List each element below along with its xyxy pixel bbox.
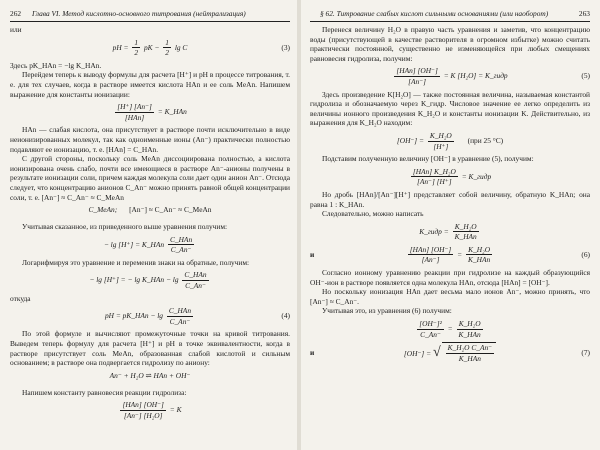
right-running-title: § 62. Титрование слабых кислот сильными основаниями (или наоборот) — [320, 9, 549, 18]
equation-substituted: $\frac{\text{[HAn] K\_H₂O}}{[An^-] [H^+]}$ = K_гидр — [412, 166, 492, 187]
equation-3: pH = $\frac{1}{2}$ pK − $\frac{1}{2}$ lg C (3) — [112, 37, 290, 58]
right-running-head — [310, 8, 590, 22]
square-root: √ $\frac{\text{K\_H₂O C\_An⁻}}{\text{K\_HAn}}$ — [433, 342, 496, 363]
left-column — [4, 25, 296, 421]
equation-number: (3) — [281, 42, 290, 52]
and-mark: и — [310, 348, 315, 358]
right-page-number: 263 — [578, 9, 590, 18]
equation-7: и [OH⁻] = √ $\frac{\text{K\_H₂O C\_An⁻}}{\text{K\_HAn}}$ (7) — [310, 343, 590, 363]
left-page — [4, 0, 296, 450]
equation-ionization-constant: $\frac{[H^+] [An^-]}{\text{[HAn]}}$ = K_HAn — [117, 102, 187, 122]
paragraph: Перейдем теперь к выводу формулы для расчета [H⁺] и pH в процессе титрования, т. е. для тех случаев, когда в растворе имеется кислота HAn и ее соль MeAn. Напишем выражение для константы ионизации: — [10, 70, 290, 99]
left-page-number: 262 — [10, 9, 22, 18]
equation-oh: [OH⁻] = $\frac{\text{K\_H₂O}}{[H^+]}$ (при 25 °C) — [396, 130, 504, 151]
equation-5: $\frac{\text{[HAn] [OH⁻]}}{[An^-]}$ = K [H₂O] = K_гидр (5) — [396, 66, 590, 86]
paragraph: Учитывая сказанное, из приведенного выше уравнения получим: — [22, 222, 228, 232]
paragraph: Перенеся величину H₂O в правую часть уравнения и заметив, что концентрацию воды (присутствующей в качестве растворителя в огромном избытке) можно считать практически постоянной, существенно не изменяющейся при любых смещениях равновесия гидролиза, получим: — [310, 25, 590, 63]
equation-hydrolysis: An⁻ + H₂O ⇌ HAn + OH⁻ — [109, 370, 191, 380]
paragraph: HAn — слабая кислота, она присутствует в растворе почти исключительно в виде неионизированных молекул, так как одноименные ионы (An⁻) практически полностью подавляют ее ионизацию, т. е. [HAn] = C_HAn. — [10, 125, 290, 154]
equation-equilibrium-constant: $\frac{\text{[HAn] [OH⁻]}}{\text{[An⁻] [H₂O]}}$ = K — [122, 400, 182, 420]
left-running-title: Глава VI. Метод кислотно-основного титрования (нейтрализация) — [32, 9, 246, 18]
paragraph: Следовательно, можно написать — [322, 209, 424, 219]
equation-lg: − lg [H⁺] = K_HAn $\frac{\text{C\_HAn}}{C\_An^-}$ — [103, 234, 193, 255]
equation-4: pH = pK_HAn − lg $\frac{\text{C\_HAn}}{C\_An^-}$ (4) — [104, 306, 290, 326]
paragraph: Подставим полученную величину [OH⁻] в уравнение (5), получим: — [322, 154, 534, 164]
paragraph: С другой стороны, поскольку соль MeAn диссоциирована полностью, а кислота ионизирована очень слабо, почти все имеющиеся в растворе An⁻-анионы получены в результате ионизации соли, причем каждая молекула соли дает один анион An⁻. Отсюда следует, что концентрацию анионов C_An⁻ можно принять равной общей концентрации соли, т. е. [An⁻] ≈ C_An⁻ ≈ C_MeAn — [10, 154, 290, 202]
paragraph: Но дробь [HAn]/[An⁻][H⁺] представляет собой величину, обратную K_HAn; она равна 1 : K_HAn. — [310, 189, 590, 209]
equation-number: (7) — [581, 348, 590, 358]
book-gutter — [297, 0, 301, 450]
paragraph: Учитывая это, из уравнения (6) получим: — [322, 306, 452, 316]
and-mark: и — [310, 250, 315, 260]
equation-number: (4) — [281, 311, 290, 321]
lead-text: или — [10, 25, 22, 34]
paragraph: Логарифмируя это уравнение и переменив знаки на обратные, получим: — [22, 257, 250, 267]
left-running-head — [10, 8, 290, 22]
right-column — [304, 25, 596, 363]
equation-number: (6) — [581, 250, 590, 260]
equation-squared: $\frac{\text{[OH⁻]²}}{C\_An^-}$ = $\frac{\text{K\_H₂O}}{\text{K\_HAn}}$ — [419, 319, 481, 339]
paragraph: Но поскольку ионизация HAn дает весьма мало ионов An⁻, можно принять, что [An⁻] ≈ C_An⁻. — [310, 287, 590, 306]
paragraph: По этой формуле и вычисляют промежуточные точки на кривой титрования. Выведем теперь формулу для расчета [H⁺] и pH в точке эквивалентности, когда в растворе присутствует соль MeAn, образованная слабой кислотой и сильным основанием; в растворе она подвергается гидролизу по аниону: — [10, 329, 290, 368]
equation-condition: C_MeAn; [An⁻] ≈ C_An⁻ ≈ C_MeAn — [88, 205, 212, 215]
equation-lg-2: − lg [H⁺] = − lg K_HAn − lg $\frac{\text{C\_HAn}}{C\_An^-}$ — [89, 270, 207, 291]
paragraph: Напишем константу равновесия реакции гидролиза: — [22, 387, 187, 397]
equation-k-hydrolysis: K_гидр = $\frac{\text{K\_H₂O}}{\text{K\_HAn}}$ — [419, 221, 477, 242]
paragraph: Здесь pK_HAn = −lg K_HAn. — [10, 60, 102, 70]
right-page — [304, 0, 596, 450]
paragraph: откуда — [10, 293, 31, 303]
paragraph: Здесь произведение K[H₂O] — также постоянная величина, называемая константой гидролиза и обозначаемую через K_гидр. Числовое значение ее легко определить из величины ионного произведения K_H₂O и константы ионизации K. Действительно, из выражения для K_H₂O находим: — [310, 89, 590, 128]
paragraph: Согласно ионному уравнению реакции при гидролизе на каждый образующийся OH⁻-ион в растворе появляется одна молекула HAn, отсюда [HAn] = [OH⁻]. — [310, 268, 590, 287]
equation-6: и $\frac{\text{[HAn] [OH⁻]}}{[An^-]}$ = $\frac{\text{K\_H₂O}}{\text{K\_HAn}}$ (6) — [310, 244, 590, 265]
equation-number: (5) — [581, 71, 590, 81]
